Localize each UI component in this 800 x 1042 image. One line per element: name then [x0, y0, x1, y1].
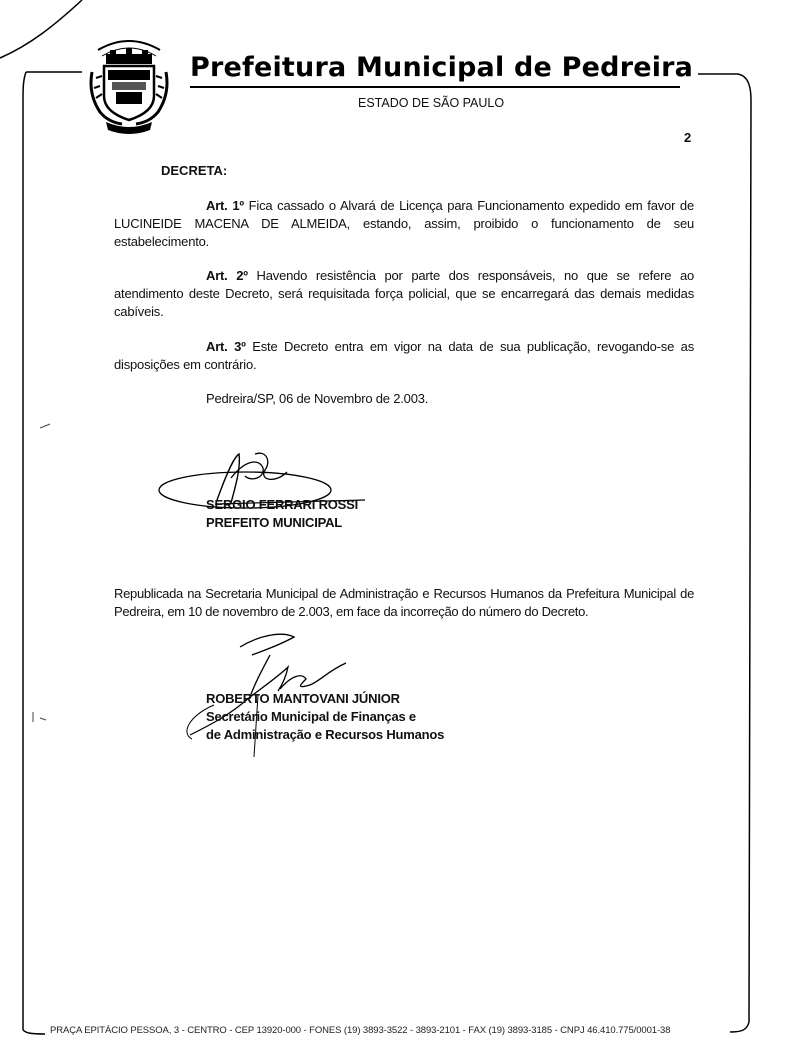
- article-3-label: Art. 3º: [206, 339, 246, 354]
- signatory-2-name: ROBERTO MANTOVANI JÚNIOR: [206, 691, 400, 706]
- state-subtitle: ESTADO DE SÃO PAULO: [358, 96, 505, 110]
- signatory-1-name: SERGIO FERRARI ROSSI: [206, 497, 359, 512]
- footer-address: PRAÇA EPITÁCIO PESSOA, 3 - CENTRO - CEP 13920-000 - FONES (19) 3893-3522 - 3893-2101 - FAX (19) 3893-3185 - CNPJ 46.410.775/0001-38: [50, 1025, 671, 1036]
- article-3-text: Este Decreto entra em vigor na data de sua publicação, revogando-se as disposições em contrário.: [114, 339, 695, 372]
- republication-note: Republicada na Secretaria Municipal de Administração e Recursos Humanos da Prefeitura Municipal de Pedreira, em 10 de novembro de 2.003, em face da incorreção do número do Decreto.: [114, 586, 694, 619]
- article-3: [114, 338, 694, 374]
- dateline: Pedreira/SP, 06 de Novembro de 2.003.: [206, 391, 429, 406]
- page-title: Prefeitura Municipal de Pedreira: [190, 52, 694, 83]
- signatory-2-role-line-2: de Administração e Recursos Humanos: [206, 727, 445, 742]
- article-2: [114, 267, 694, 321]
- signatory-1-role: PREFEITO MUNICIPAL: [206, 515, 343, 530]
- decree-heading: DECRETA:: [161, 163, 228, 178]
- article-1-label: Art. 1º: [206, 198, 244, 213]
- title-underline: [190, 86, 680, 88]
- page-number: 2: [684, 130, 692, 145]
- article-1: [114, 197, 694, 251]
- municipal-coat-of-arms-icon: [88, 32, 170, 138]
- article-2-text: Havendo resistência por parte dos responsáveis, no que se refere ao atendimento deste Decreto, será requisitada força policial, que se encarregará das demais medidas cabíveis.: [114, 268, 694, 319]
- signatory-2-role-line-1: Secretário Municipal de Finanças e: [206, 709, 416, 724]
- article-1-text: Fica cassado o Alvará de Licença para Funcionamento expedido em favor de LUCINEIDE MACENA DE ALMEIDA, estando, assim, proibido o funcionamento de seu estabelecimento.: [114, 198, 694, 249]
- article-2-label: Art. 2º: [206, 268, 248, 283]
